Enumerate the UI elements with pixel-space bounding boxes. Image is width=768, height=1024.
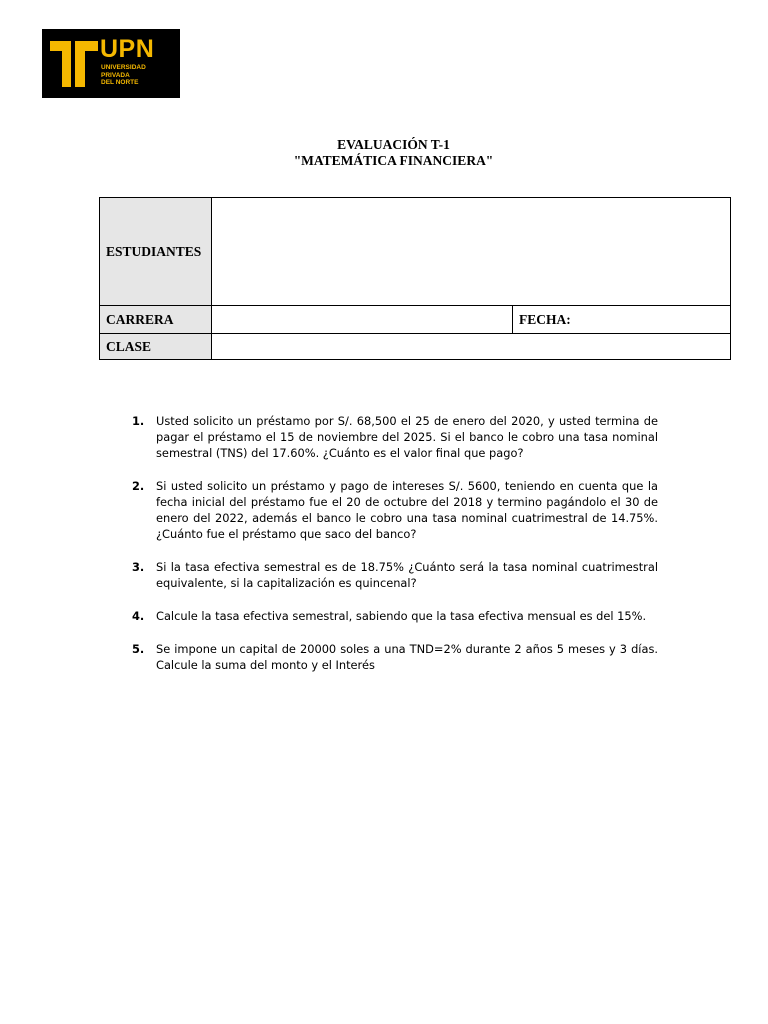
question-text: Si la tasa efectiva semestral es de 18.75% ¿Cuánto será la tasa nominal cuatrimestral equivalente, si la capitalización es quincenal? [156,560,658,590]
students-field[interactable] [212,198,731,306]
page-title: EVALUACIÓN T-1 [337,137,450,152]
career-field[interactable] [212,306,513,334]
students-label: ESTUDIANTES [100,198,212,306]
question-text: Usted solicito un préstamo por S/. 68,500 el 25 de enero del 2020, y usted termina de pagar el préstamo el 15 de noviembre del 2025. Si el banco le cobro una tasa nominal semestral (TNS) del 17.60%. ¿Cuánto es el valor final que pago? [156,414,658,460]
upn-emblem-icon [48,37,100,89]
question-item [129,559,658,591]
student-info-table [99,197,731,360]
class-field[interactable] [212,334,731,360]
logo-subtitle [101,64,146,87]
question-item [129,478,658,542]
question-number: 2. [132,479,145,493]
question-text: Si usted solicito un préstamo y pago de intereses S/. 5600, teniendo en cuenta que la fecha inicial del préstamo fue el 20 de octubre del 2018 y termino pagándolo el 30 de enero del 2022, además el banco le cobro una tasa nominal cuatrimestral de 14.75%. ¿Cuánto fue el préstamo que saco del banco? [156,479,658,541]
page-subtitle: "MATEMÁTICA FINANCIERA" [293,153,494,168]
question-item [129,641,658,673]
question-number: 5. [132,642,145,656]
question-text: Se impone un capital de 20000 soles a una TND=2% durante 2 años 5 meses y 3 días. Calcule la suma del monto y el Interés [156,642,658,672]
question-number: 3. [132,560,145,574]
class-label: CLASE [100,334,212,360]
date-cell[interactable] [513,306,731,334]
question-text: Calcule la tasa efectiva semestral, sabiendo que la tasa efectiva mensual es del 15%. [156,609,647,623]
career-label: CARRERA [100,306,212,334]
logo-brand: UPN [100,35,155,63]
question-number: 1. [132,414,145,428]
question-list [129,413,658,673]
logo-line-3: DEL NORTE [101,79,139,87]
date-label: FECHA: [519,311,571,327]
question-number: 4. [132,609,145,623]
question-item [129,413,658,461]
upn-logo [42,29,180,98]
logo-line-1: UNIVERSIDAD [101,64,146,71]
logo-line-2: PRIVADA [101,71,130,79]
question-item [129,608,658,624]
